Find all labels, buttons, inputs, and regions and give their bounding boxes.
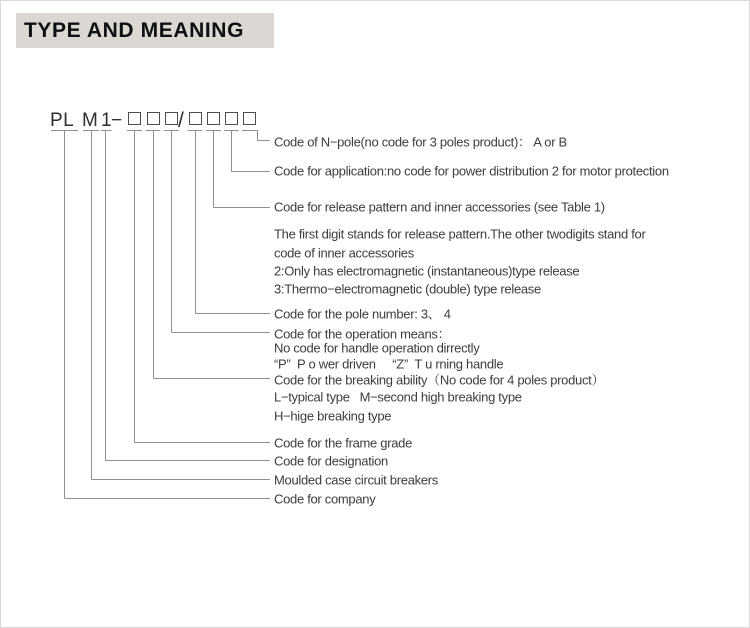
note-operation-2: “P” P o wer driven “Z” T u rning handle bbox=[274, 356, 504, 372]
code-part-designation: 1 bbox=[101, 110, 113, 131]
label-release-pattern: Code for release pattern and inner accessories (see Table 1) bbox=[274, 199, 605, 215]
note-operation-1: No code for handle operation dirrectly bbox=[274, 340, 480, 356]
label-company: Code for company bbox=[274, 491, 376, 506]
label-operation-means: Code for the operation means： bbox=[274, 326, 451, 341]
code-box-pole-number bbox=[189, 112, 202, 125]
label-pole-number: Code for the pole number: 3、 4 bbox=[274, 306, 451, 322]
note-release-3: 2:Only has electromagnetic (instantaneous)type release bbox=[274, 263, 580, 279]
code-box-operation-means bbox=[165, 112, 178, 125]
code-dash: − bbox=[111, 110, 123, 131]
label-mccb: Moulded case circuit breakers bbox=[274, 472, 438, 487]
note-breaking-1: L−typical type M−second high breaking type bbox=[274, 389, 522, 405]
code-part-type: M bbox=[82, 110, 99, 131]
code-box-frame-grade bbox=[128, 112, 141, 125]
code-box-application bbox=[225, 112, 238, 125]
page-title: TYPE AND MEANING bbox=[24, 19, 244, 42]
note-breaking-2: H−hige breaking type bbox=[274, 408, 392, 424]
code-part-company: PL bbox=[50, 110, 75, 131]
code-box-breaking-ability bbox=[147, 112, 160, 125]
note-release-1: The first digit stands for release pattern.The other twodigits stand for bbox=[274, 226, 646, 242]
note-release-4: 3:Thermo−electromagnetic (double) type release bbox=[274, 281, 541, 297]
label-designation: Code for designation bbox=[274, 453, 388, 468]
code-slash: / bbox=[178, 109, 185, 132]
label-breaking-ability: Code for the breaking ability（No code for 4 poles product） bbox=[274, 372, 605, 388]
note-release-2: code of inner accessories bbox=[274, 245, 414, 261]
code-box-n-pole bbox=[243, 112, 256, 125]
drop-lines bbox=[65, 131, 258, 499]
code-box-release-pattern bbox=[207, 112, 220, 125]
label-application: Code for application:no code for power distribution 2 for motor protection bbox=[274, 163, 669, 179]
label-frame-grade: Code for the frame grade bbox=[274, 435, 413, 450]
leader-lines bbox=[65, 141, 271, 499]
label-n-pole: Code of N−pole(no code for 3 poles product)： A or B bbox=[274, 134, 567, 150]
